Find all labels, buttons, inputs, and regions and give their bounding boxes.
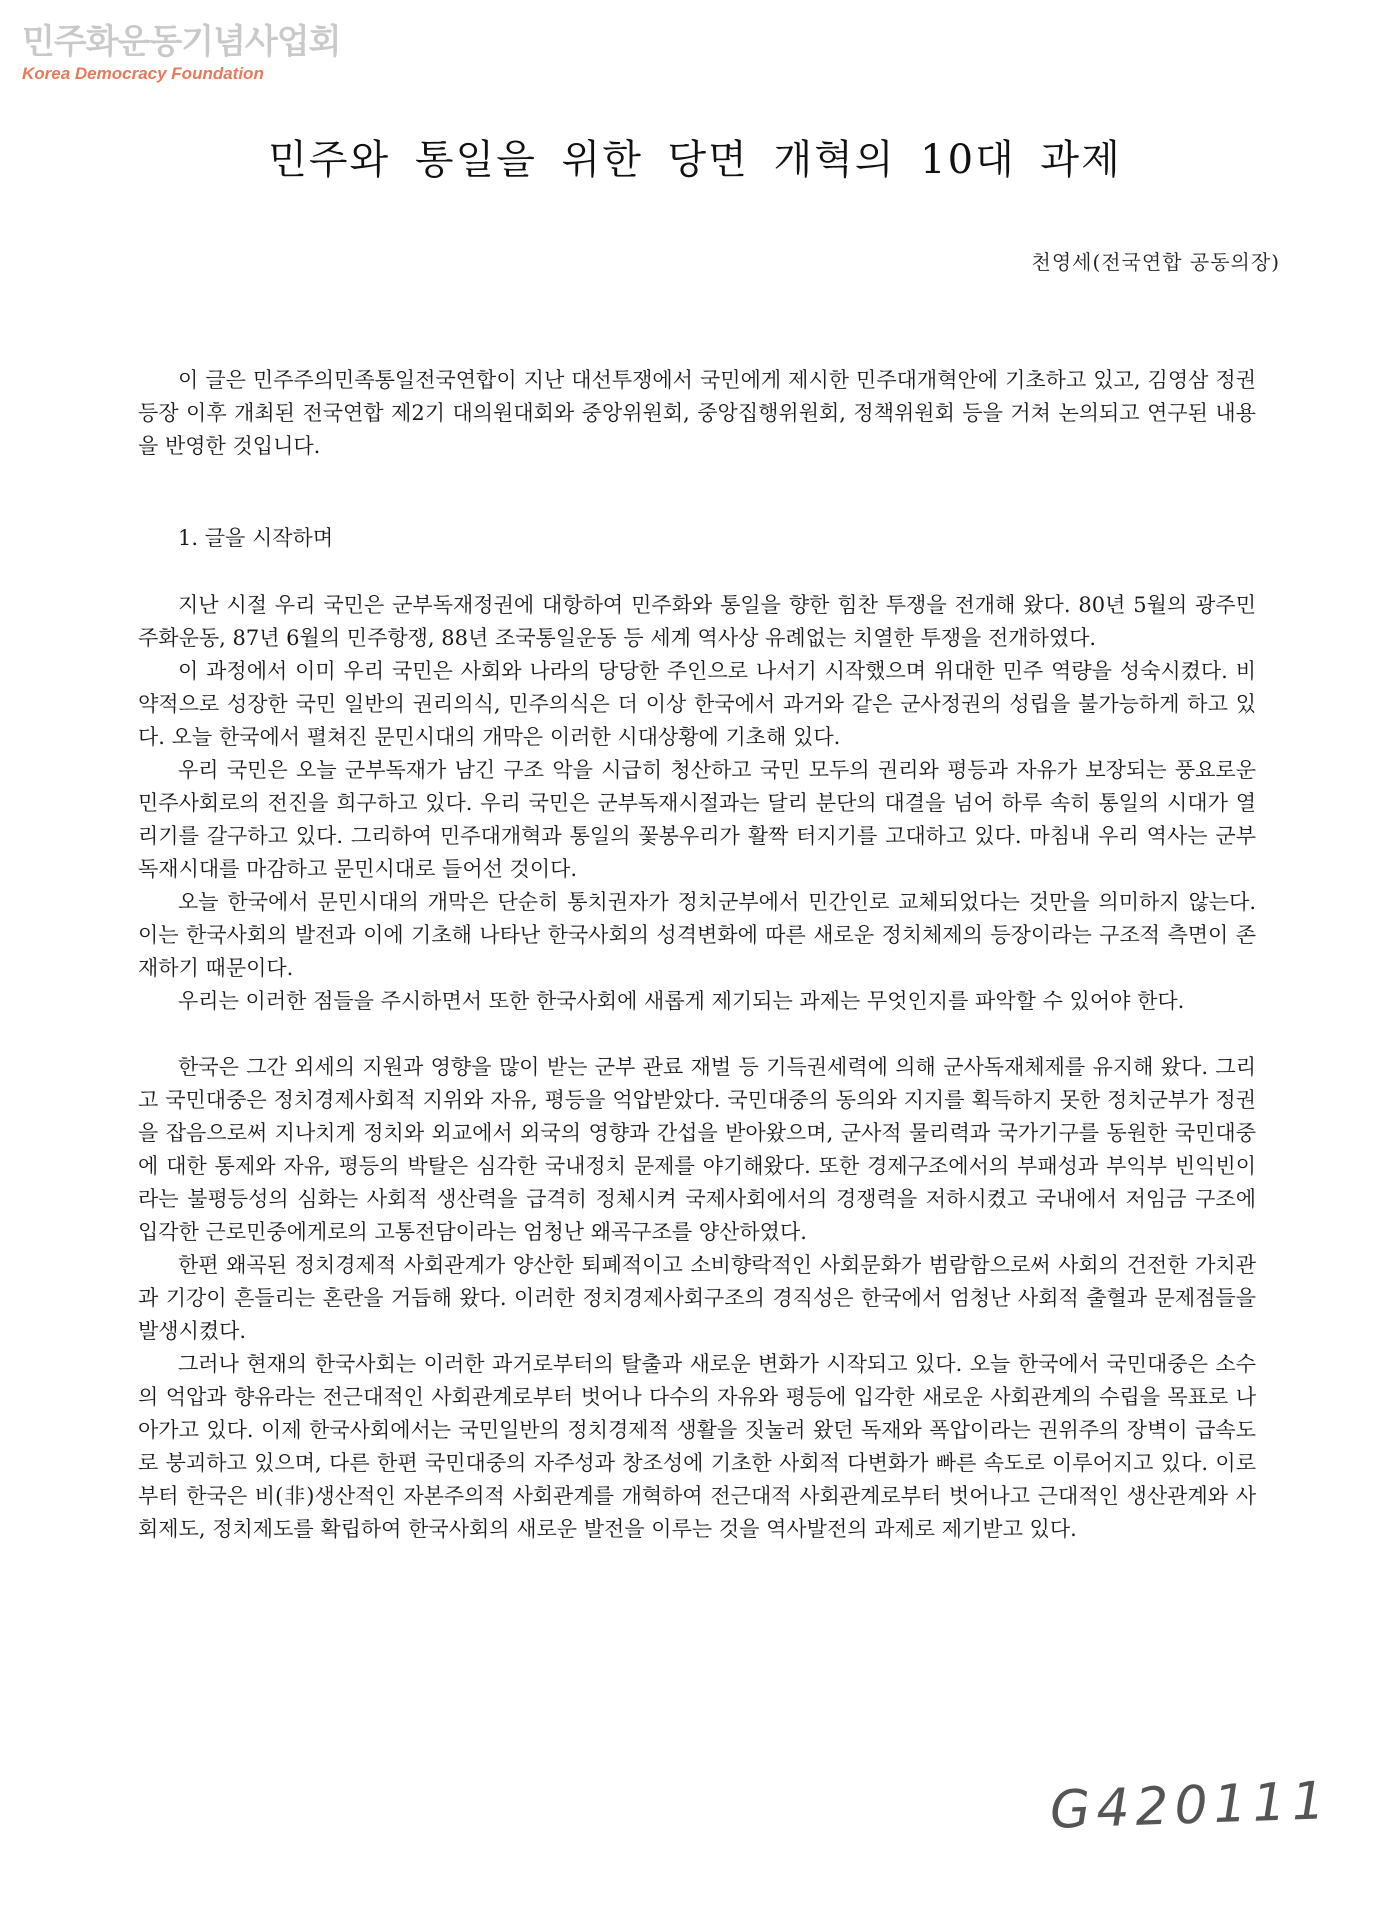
intro-paragraph-block xyxy=(138,364,1256,463)
watermark-korean: 민주화운동기념사업회 xyxy=(22,22,341,62)
paragraph: 우리는 이러한 점들을 주시하면서 또한 한국사회에 새롭게 제기되는 과제는 무엇인지를 파악할 수 있어야 한다. xyxy=(178,989,1185,1013)
section-1 xyxy=(138,522,1256,1546)
intro-paragraph: 이 글은 민주주의민족통일전국연합이 지난 대선투쟁에서 국민에게 제시한 민주대개혁안에 기초하고 있고, 김영삼 정권 등장 이후 개최된 전국연합 제2기 대의원대회와 중앙위원회, 중앙집행위원회, 정책위원회 등을 거쳐 논의되고 연구된 내용을 반영한 것입니다. xyxy=(138,368,1256,458)
author-line: 천영세(전국연합 공동의장) xyxy=(1031,250,1280,274)
paragraph: 오늘 한국에서 문민시대의 개막은 단순히 통치권자가 정치군부에서 민간인로 교체되었다는 것만을 의미하지 않는다. 이는 한국사회의 발전과 이에 기초해 나타난 한국사회의 성격변화에 따른 새로운 정치체제의 등장이라는 구조적 측면이 존재하기 때문이다. xyxy=(138,890,1257,980)
paragraph: 이 과정에서 이미 우리 국민은 사회와 나라의 당당한 주인으로 나서기 시작했으며 위대한 민주 역량을 성숙시켰다. 비약적으로 성장한 국민 일반의 권리의식, 민주의식은 더 이상 한국에서 과거와 같은 군사정권의 성립을 불가능하게 하고 있다. 오늘 한국에서 펼쳐진 문민시대의 개막은 이러한 시대상황에 기초해 있다. xyxy=(138,659,1256,749)
document-title: 민주와 통일을 위한 당면 개혁의 10대 과제 xyxy=(268,137,1122,183)
watermark-english: Korea Democracy Foundation xyxy=(22,64,264,83)
paragraph: 지난 시절 우리 국민은 군부독재정권에 대항하여 민주화와 통일을 향한 힘찬 투쟁을 전개해 왔다. 80년 5월의 광주민주화운동, 87년 6월의 민주항쟁, 88년 조국통일운동 등 세계 역사상 유례없는 치열한 투쟁을 전개하였다. xyxy=(138,593,1256,650)
paragraph: 한국은 그간 외세의 지원과 영향을 많이 받는 군부 관료 재벌 등 기득권세력에 의해 군사독재체제를 유지해 왔다. 그리고 국민대중은 정치경제사회적 지위와 자유, 평등을 억압받았다. 국민대중의 동의와 지지를 획득하지 못한 정치군부가 정권을 잡음으로써 지나치게 정치와 외교에서 외국의 영향과 간섭을 받아왔으며, 군사적 물리력과 국가기구를 동원한 국민대중에 대한 통제와 자유, 평등의 박탈은 심각한 국내정치 문제를 야기해왔다. 또한 경제구조에서의 부패성과 부익부 빈익빈이라는 불평등성의 심화는 사회적 생산력을 급격히 정체시켜 국제사회에서의 경쟁력을 저하시켰고 국내에서 저임금 구조에 입각한 근로민중에게로의 고통전담이라는 엄청난 왜곡구조를 양산하였다. xyxy=(138,1055,1256,1244)
paragraph: 한편 왜곡된 정치경제적 사회관계가 양산한 퇴폐적이고 소비향락적인 사회문화가 범람함으로써 사회의 건전한 가치관과 기강이 흔들리는 혼란을 거듭해 왔다. 이러한 정치경제사회구조의 경직성은 한국에서 엄청난 사회적 출혈과 문제점들을 발생시켰다. xyxy=(138,1253,1256,1343)
handwritten-archive-number: G420111 xyxy=(1049,1771,1332,1841)
paragraph: 우리 국민은 오늘 군부독재가 남긴 구조 악을 시급히 청산하고 국민 모두의 권리와 평등과 자유가 보장되는 풍요로운 민주사회로의 전진을 희구하고 있다. 우리 국민은 군부독재시절과는 달리 분단의 대결을 넘어 하루 속히 통일의 시대가 열리기를 갈구하고 있다. 그리하여 민주대개혁과 통일의 꽃봉우리가 활짝 터지기를 고대하고 있다. 마침내 우리 역사는 군부독재시대를 마감하고 문민시대로 들어선 것이다. xyxy=(138,758,1256,881)
paragraph: 그러나 현재의 한국사회는 이러한 과거로부터의 탈출과 새로운 변화가 시작되고 있다. 오늘 한국에서 국민대중은 소수의 억압과 향유라는 전근대적인 사회관계로부터 벗어나 다수의 자유와 평등에 입각한 새로운 사회관계의 수립을 목표로 나아가고 있다. 이제 한국사회에서는 국민일반의 정치경제적 생활을 짓눌러 왔던 독재와 폭압이라는 권위주의 장벽이 급속도로 붕괴하고 있으며, 다른 한편 국민대중의 자주성과 창조성에 기초한 사회적 다변화가 빠른 속도로 이루어지고 있다. 이로부터 한국은 비(非)생산적인 자본주의적 사회관계를 개혁하여 전근대적 사회관계로부터 벗어나고 근대적인 생산관계와 사회제도, 정치제도를 확립하여 한국사회의 새로운 발전을 이루는 것을 역사발전의 과제로 제기받고 있다. xyxy=(138,1352,1256,1541)
section-heading: 1. 글을 시작하며 xyxy=(178,526,334,550)
foundation-watermark xyxy=(22,22,340,84)
